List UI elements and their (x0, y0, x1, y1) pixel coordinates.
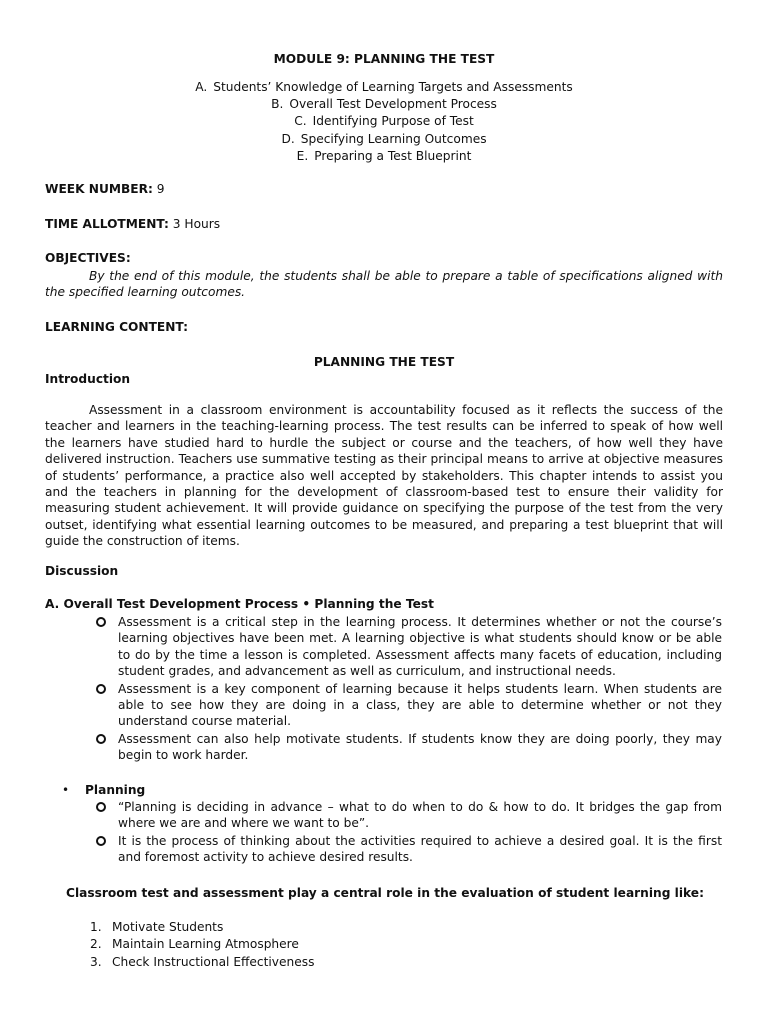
list-item: “Planning is deciding in advance – what to do when to do & how to do. It bridges the gap from where we are and where we want to be”. (96, 799, 722, 832)
toc-item: B. Overall Test Development Process (271, 97, 497, 111)
list-item: Assessment is a critical step in the learning process. It determines whether or not the course’s learning objectives have been met. A learning objective is what students should know or be able to do by the time a lesson is completed. Assessment affects many facets of education, including student grades, and advancement as well as curriculum, and instructional needs. (96, 614, 722, 680)
roles-list (90, 919, 314, 971)
module-title: MODULE 9: PLANNING THE TEST (273, 52, 495, 66)
toc-item: D. Specifying Learning Outcomes (281, 132, 487, 146)
list-item: 2. Maintain Learning Atmosphere (90, 937, 299, 952)
objectives-text: By the end of this module, the students shall be able to prepare a table of specifications aligned with the specified learning outcomes. (45, 269, 723, 300)
introduction-heading: Introduction (45, 372, 131, 386)
toc-item: C. Identifying Purpose of Test (294, 114, 474, 128)
classroom-statement: Classroom test and assessment play a central role in the evaluation of student learning like: (66, 886, 704, 900)
list-item: It is the process of thinking about the activities required to achieve a desired goal. It is the first and foremost activity to achieve desired results. (96, 833, 722, 866)
toc-item: A. Students’ Knowledge of Learning Targets and Assessments (195, 80, 573, 94)
section-a-heading: A. Overall Test Development Process • Planning the Test (45, 597, 434, 611)
list-item: 1. Motivate Students (90, 920, 224, 934)
learning-content-label: LEARNING CONTENT: (45, 320, 188, 334)
section-title: PLANNING THE TEST (313, 355, 455, 369)
section-a-list (96, 614, 722, 765)
hollow-circle-bullet-icon (96, 734, 106, 744)
discussion-heading: Discussion (45, 564, 119, 578)
time-allotment: TIME ALLOTMENT: 3 Hours (45, 217, 221, 231)
list-item: 3. Check Instructional Effectiveness (90, 954, 315, 969)
hollow-circle-bullet-icon (96, 802, 106, 812)
toc-item: E. Preparing a Test Blueprint (296, 149, 472, 163)
introduction-text: Assessment in a classroom environment is accountability focused as it reflects the success of the teacher and learners in the teaching-learning process. The test results can be inferred to speak of how well the learners have studied hard to hurdle the subject or course and the teachers, of how well they have delivered instruction. Teachers use summative testing as their principal means to arrive at objective measures of students’ performance, a practice also well accepted by stakeholders. This chapter intends to assist you and the teachers in planning for the development of classroom-based test to ensure their validity for measuring student achievement. It will provide guidance on specifying the purpose of the test from the very outset, identifying what essential learning outcomes to be measured, and preparing a test blueprint that will guide the construction of items. (45, 403, 723, 549)
week-number: WEEK NUMBER: 9 (45, 182, 165, 196)
hollow-circle-bullet-icon (96, 617, 106, 627)
planning-bullet-icon: • (62, 783, 70, 797)
list-item: Assessment can also help motivate students. If students know they are doing poorly, they may begin to work harder. (96, 731, 722, 764)
objectives-label: OBJECTIVES: (45, 251, 131, 265)
planning-list (96, 799, 722, 867)
hollow-circle-bullet-icon (96, 836, 106, 846)
planning-heading: Planning (85, 783, 146, 797)
hollow-circle-bullet-icon (96, 684, 106, 694)
list-item: Assessment is a key component of learning because it helps students learn. When students are able to see how they are doing in a class, they are able to determine whether or not they understand course material. (96, 681, 722, 730)
